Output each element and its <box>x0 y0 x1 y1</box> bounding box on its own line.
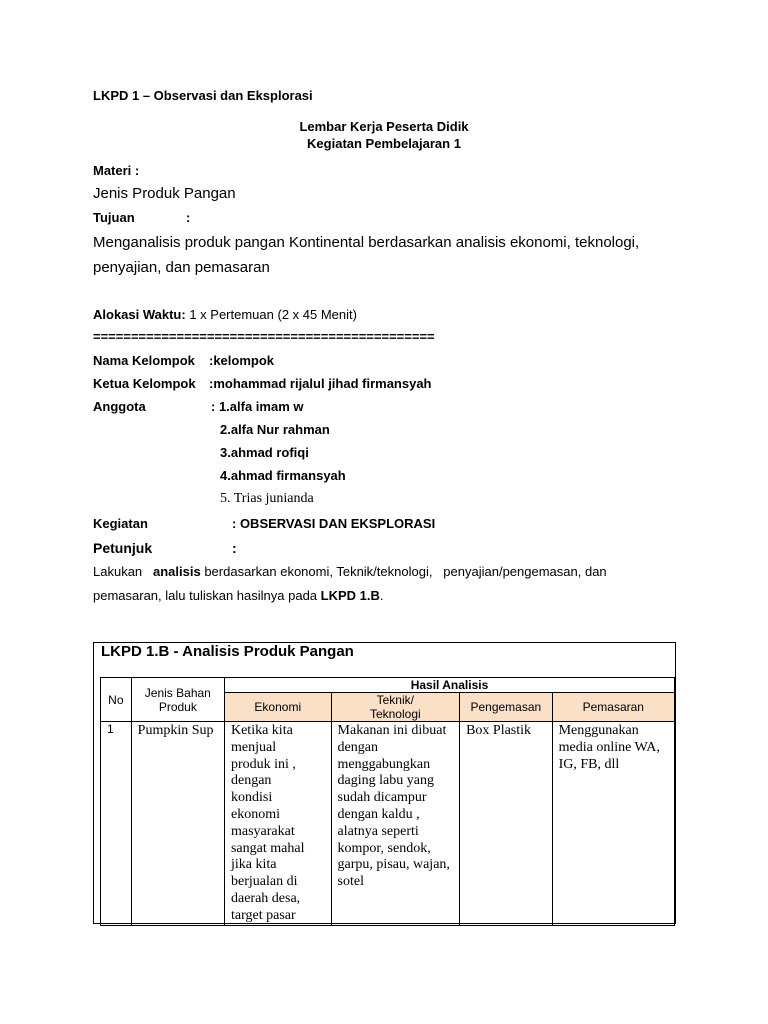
tujuan-text-line-2: penyajian, dan pemasaran <box>93 259 270 276</box>
anggota-4: 4.ahmad firmansyah <box>220 468 346 483</box>
petunjuk-text-line-1 <box>93 564 607 579</box>
header-ekonomi: Ekonomi <box>224 693 331 722</box>
anggota-3: 3.ahmad rofiqi <box>220 445 309 460</box>
petunjuk-text: berdasarkan ekonomi, Teknik/teknologi, <box>204 564 433 579</box>
petunjuk-text: pemasaran, lalu tuliskan hasilnya pada <box>93 588 318 603</box>
tujuan-colon: : <box>186 210 191 225</box>
header-no: No <box>101 678 132 722</box>
alokasi-value: 1 x Pertemuan (2 x 45 Menit) <box>189 307 357 322</box>
document-title: LKPD 1 – Observasi dan Eksplorasi <box>93 88 313 103</box>
header-teknik: Teknik/ Teknologi <box>331 693 460 722</box>
anggota-5: 5. Trias junianda <box>220 491 314 506</box>
header-jenis: Jenis Bahan Produk <box>131 678 224 722</box>
ketua-kelompok-value: :mohammad rijalul jihad firmansyah <box>209 376 432 391</box>
kegiatan-label: Kegiatan <box>93 516 148 531</box>
cell-ekonomi: Ketika kita menjual produk ini , dengan kondisi ekonomi masyarakat sangat mahal jika kita berjualan di daerah desa, target pasar <box>224 722 331 926</box>
table-title: LKPD 1.B - Analisis Produk Pangan <box>101 643 354 660</box>
petunjuk-text-line-2 <box>93 588 384 603</box>
petunjuk-text: . <box>379 588 384 603</box>
anggota-1: : 1.alfa imam w <box>211 399 304 414</box>
activity-subtitle: Kegiatan Pembelajaran 1 <box>307 136 461 151</box>
lkpd-table-container <box>93 642 676 924</box>
alokasi-label: Alokasi Waktu: <box>93 307 186 322</box>
cell-pemasaran: Menggunakan media online WA, IG, FB, dll <box>552 722 674 926</box>
tujuan-text-line-1: Menganalisis produk pangan Kontinental berdasarkan analisis ekonomi, teknologi, <box>93 234 640 251</box>
petunjuk-colon: : <box>232 540 237 556</box>
alokasi-waktu <box>93 307 357 322</box>
header-hasil-analisis: Hasil Analisis <box>224 678 674 693</box>
analysis-table <box>100 677 675 926</box>
anggota-label: Anggota <box>93 399 146 414</box>
materi-label: Materi : <box>93 163 140 178</box>
anggota-2: 2.alfa Nur rahman <box>220 422 330 437</box>
petunjuk-text: Lakukan <box>93 564 143 579</box>
cell-jenis: Pumpkin Sup <box>131 722 224 926</box>
cell-pengemasan: Box Plastik <box>460 722 553 926</box>
nama-kelompok-value: :kelompok <box>209 353 275 368</box>
materi-value: Jenis Produk Pangan <box>93 185 236 202</box>
nama-kelompok-label: Nama Kelompok <box>93 353 195 368</box>
cell-no: 1 <box>101 722 132 926</box>
tujuan-label: Tujuan <box>93 210 135 225</box>
header-pengemasan: Pengemasan <box>460 693 553 722</box>
table-row <box>101 722 675 926</box>
petunjuk-bold-analisis: analisis <box>153 564 201 579</box>
header-pemasaran: Pemasaran <box>552 693 674 722</box>
table-header-row <box>101 678 675 693</box>
petunjuk-text: penyajian/pengemasan, dan <box>443 564 607 579</box>
separator-line: ============================================= <box>93 329 435 344</box>
ketua-kelompok-label: Ketua Kelompok <box>93 376 196 391</box>
worksheet-subtitle: Lembar Kerja Peserta Didik <box>299 119 469 134</box>
cell-teknik: Makanan ini dibuat dengan menggabungkan daging labu yang sudah dicampur dengan kaldu , alatnya seperti kompor, sendok, garpu, pisau, wajan, sotel <box>331 722 460 926</box>
petunjuk-label: Petunjuk <box>93 540 153 556</box>
petunjuk-bold-lkpd: LKPD 1.B <box>320 588 380 603</box>
kegiatan-value: : OBSERVASI DAN EKSPLORASI <box>232 516 436 531</box>
